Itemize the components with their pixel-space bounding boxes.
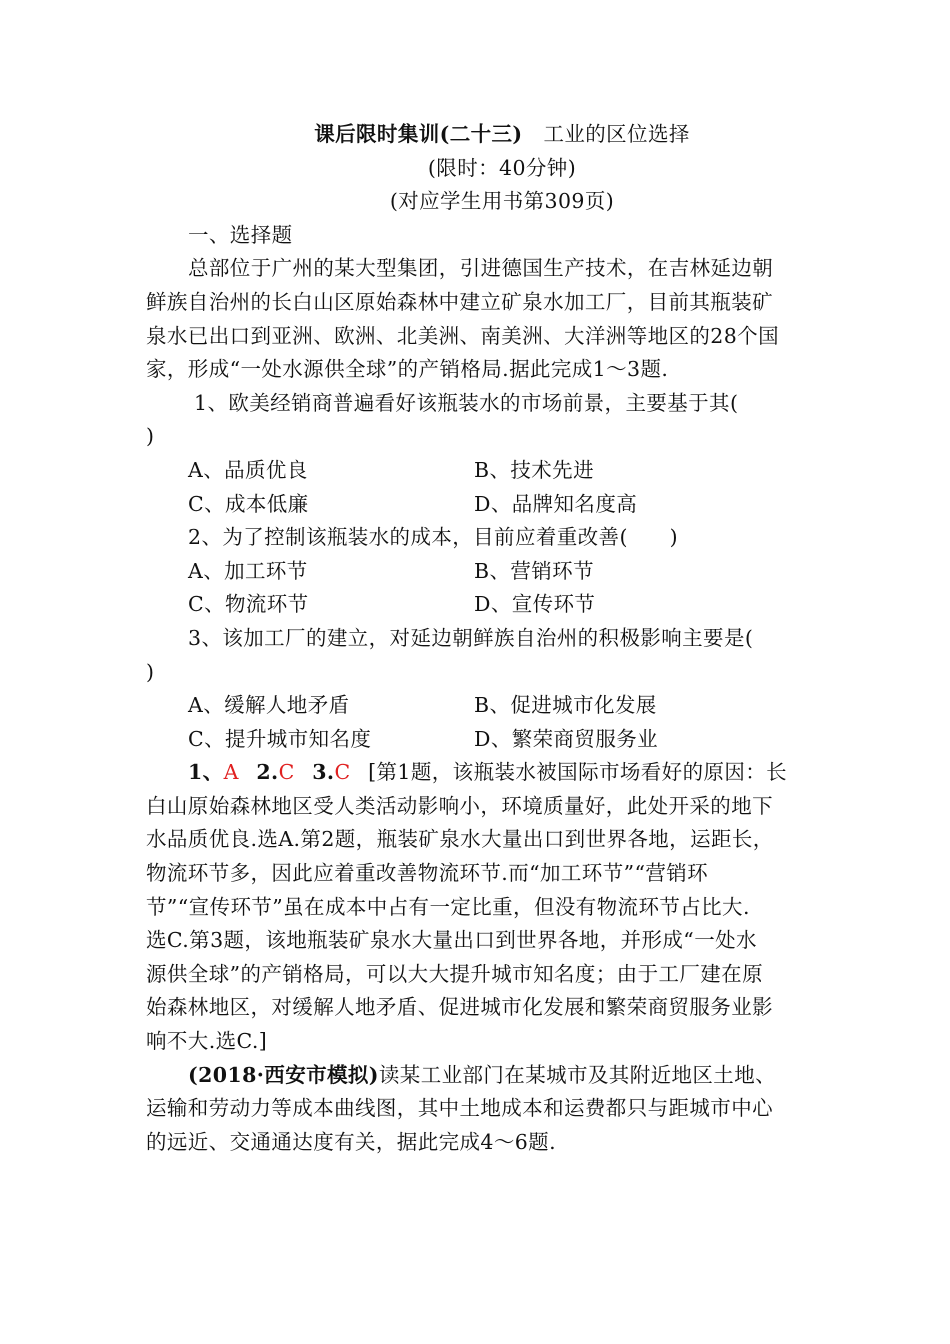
passage-line: 运输和劳动力等成本曲线图，其中土地成本和运费都只与距城市中心 [146, 1096, 773, 1121]
question-1 [146, 387, 810, 521]
book-reference: (对应学生用书第309页) [389, 189, 615, 214]
question-stem: 3、该加工厂的建立，对延边朝鲜族自治州的积极影响主要是( [188, 625, 754, 650]
document-page [146, 118, 810, 1159]
explanation-start: [第1题，该瓶装水被国际市场看好的原因：长 [368, 760, 788, 785]
explanation-line: 物流环节多，因此应着重改善物流环节.而“加工环节”“营销环 [146, 861, 709, 886]
passage-line [146, 1059, 810, 1093]
explanation-line: 选C.第3题，该地瓶装矿泉水大量出口到世界各地，并形成“一处水 [146, 928, 757, 953]
question-stem: 2、为了控制该瓶装水的成本，目前应着重改善( ) [188, 525, 679, 550]
options-row [146, 454, 810, 488]
answer-3-number: 3. [312, 760, 335, 785]
passage-text: 读某工业部门在某城市及其附近地区土地、 [378, 1062, 777, 1087]
option-d: D、繁荣商贸服务业 [474, 726, 659, 751]
passage-2 [146, 1059, 810, 1160]
option-c: C、提升城市知名度 [188, 726, 372, 751]
answer-2-number: 2. [256, 760, 279, 785]
option-a: A、缓解人地矛盾 [188, 693, 350, 718]
question-stem: 1、欧美经销商普遍看好该瓶装水的市场前景，主要基于其( [194, 390, 739, 415]
answer-1-number: 1、 [188, 760, 224, 785]
option-d: D、品牌知名度高 [474, 491, 638, 516]
option-a: A、加工环节 [188, 558, 308, 583]
options-row [146, 488, 810, 522]
option-c: C、物流环节 [188, 592, 309, 617]
passage-1 [146, 252, 810, 386]
options-row [146, 588, 810, 622]
question-stem-cont: ) [146, 424, 155, 449]
passage-line: 家，形成“一处水源供全球”的产销格局.据此完成1～3题. [146, 357, 669, 382]
passage-line: 泉水已出口到亚洲、欧洲、北美洲、南美洲、大洋洲等地区的28个国 [146, 323, 779, 348]
answer-3: C [334, 760, 351, 785]
explanation-line: 始森林地区，对缓解人地矛盾、促进城市化发展和繁荣商贸服务业影 [146, 995, 773, 1020]
question-stem-cont: ) [146, 659, 155, 684]
option-b: B、技术先进 [474, 457, 594, 482]
answer-2: C [278, 760, 295, 785]
passage-line: 鲜族自治州的长白山区原始森林中建立矿泉水加工厂，目前其瓶装矿 [146, 289, 773, 314]
options-row [146, 689, 810, 723]
explanation-line: 响不大.选C.] [146, 1029, 268, 1054]
option-b: B、营销环节 [474, 558, 594, 583]
question-2 [146, 521, 810, 622]
explanation-line: 水品质优良.选A.第2题，瓶装矿泉水大量出口到世界各地，运距长， [146, 827, 774, 852]
options-row [146, 555, 810, 589]
section-heading: 一、选择题 [188, 222, 293, 247]
answer-line [146, 756, 810, 790]
answer-1: A [223, 760, 239, 785]
time-limit: (限时：40分钟) [427, 155, 577, 180]
options-row [146, 723, 810, 757]
page-title [146, 118, 810, 152]
passage-line: 总部位于广州的某大型集团，引进德国生产技术，在吉林延边朝 [188, 256, 774, 281]
explanation-line: 节”“宣传环节”虽在成本中占有一定比重，但没有物流环节占比大. [146, 894, 750, 919]
title-series: 课后限时集训(二十三) [314, 122, 523, 146]
answer-block [146, 756, 810, 1058]
explanation-line: 白山原始森林地区受人类活动影响小，环境质量好，此处开采的地下 [146, 793, 773, 818]
option-c: C、成本低廉 [188, 491, 309, 516]
source-tag: (2018·西安市模拟) [188, 1062, 379, 1087]
question-3 [146, 622, 810, 756]
option-d: D、宣传环节 [474, 592, 596, 617]
title-topic: 工业的区位选择 [543, 122, 690, 146]
option-b: B、促进城市化发展 [474, 693, 657, 718]
explanation-line: 源供全球”的产销格局，可以大大提升城市知名度；由于工厂建在原 [146, 961, 763, 986]
passage-line: 的远近、交通通达度有关，据此完成4～6题. [146, 1129, 557, 1154]
option-a: A、品质优良 [188, 457, 308, 482]
